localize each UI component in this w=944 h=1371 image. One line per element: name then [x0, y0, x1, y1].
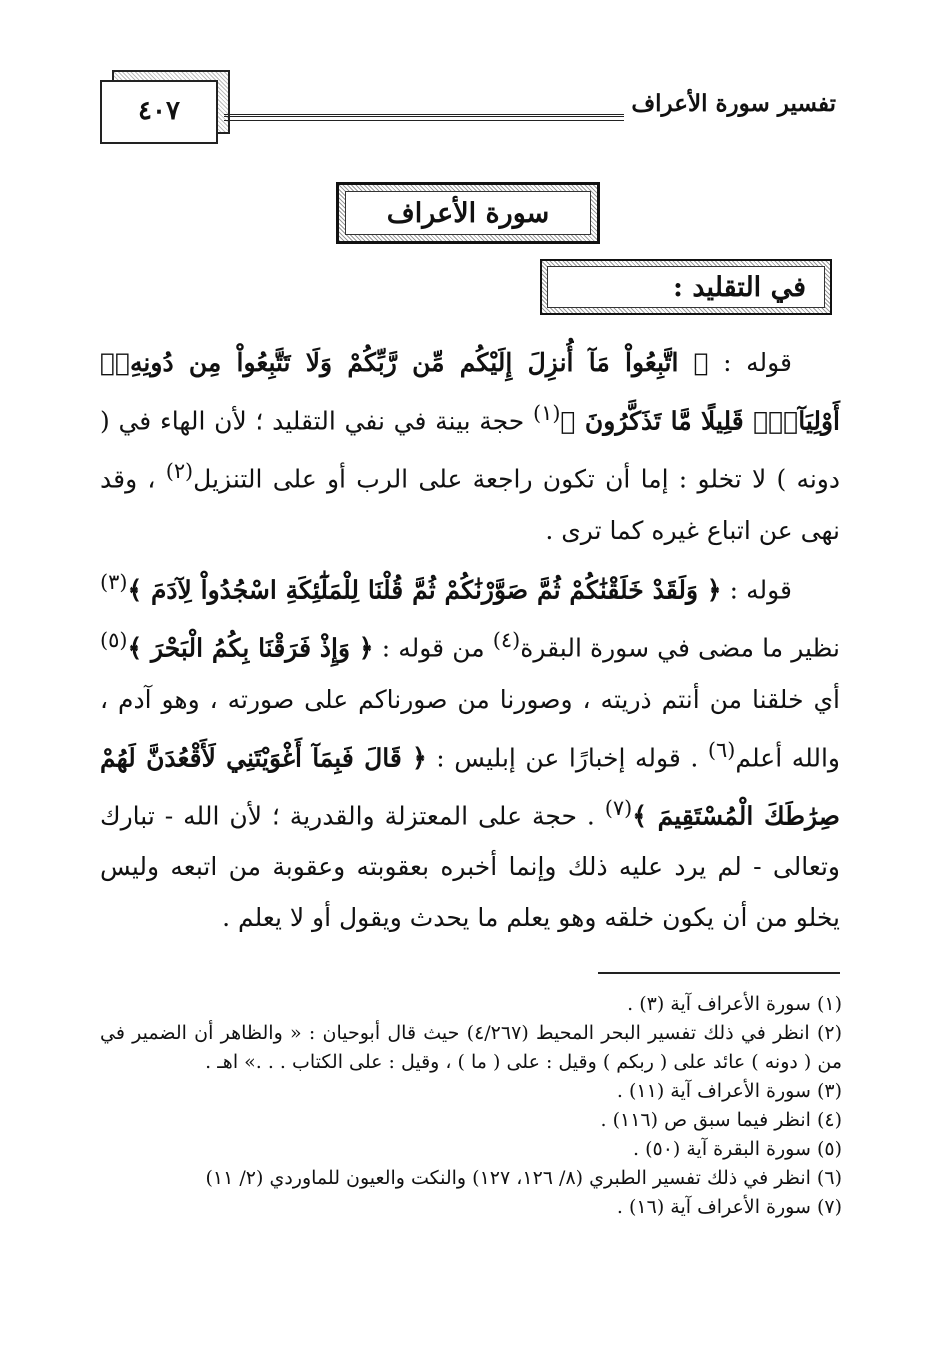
surah-title: سورة الأعراف: [345, 191, 591, 235]
lead-text: قوله :: [708, 348, 792, 377]
footnote-ref: (٦): [707, 737, 736, 762]
footnote-6: (٦) انظر في ذلك تفسير الطبري (٨/ ١٢٦، ١٢٧) والنكت والعيون للماوردي (٢/ ١١): [205, 1167, 842, 1189]
page-number: ٤٠٧: [138, 96, 180, 126]
footnotes: [100, 990, 842, 1222]
footnote-1: (١) سورة الأعراف آية (٣) .: [627, 993, 842, 1015]
body-text: من قوله :: [373, 633, 493, 663]
paragraph-2: [100, 557, 840, 943]
surah-title-box: [336, 182, 600, 244]
body-text: ، وقد نهى عن اتباع غيره كما ترى .: [100, 464, 840, 545]
body-text: . حجة على المعتزلة والقدرية ؛ لأن الله - تبارك وتعالى - لم يرد عليه ذلك وإنما أخبره بعقوبته وعقوبة من اتبعه وليس يخلو من أن يكون خلقه وهو يعلم ما يحدث ويقول أو لا يعلم .: [100, 801, 840, 933]
lead-text: قوله :: [721, 575, 792, 605]
body-text: . قوله إخبارًا عن إبليس :: [426, 742, 708, 772]
footnote-ref: (٤): [492, 628, 521, 653]
footnote-rule: [598, 972, 840, 974]
footnote-ref: (٢): [165, 459, 194, 484]
footnote-ref: (٣): [100, 570, 128, 594]
footnote-3: (٣) سورة الأعراف آية (١١) .: [616, 1080, 842, 1102]
body-text: نظير ما مضى في سورة البقرة: [520, 633, 841, 663]
quran-verse: ﴿ اتَّبِعُواْ مَآ أُنزِلَ إِلَيْكُم مِّن رَّبِّكُمْ وَلَا تَتَّبِعُواْ مِن دُونِهِۦٓ أَوْلِيَآءَۗ قَلِيلًا مَّا تَذَكَّرُونَ ﴾: [100, 348, 841, 436]
quran-verse: ﴿ وَلَقَدْ خَلَقْنَٰكُمْ ثُمَّ صَوَّرْنَٰكُمْ ثُمَّ قُلْنَا لِلْمَلَٰٓئِكَةِ اسْجُدُواْ لِآدَمَ ﴾: [127, 575, 722, 605]
footnote-2: (٢) انظر في ذلك تفسير البحر المحيط (٤/٢٦٧) حيث قال أبوحيان : « والظاهر أن الضمير في من ( دونه ) عائد على ( ربكم ) وقيل : على ( ما ) ، وقيل : على الكتاب . . .» اهـ .: [100, 1022, 843, 1073]
quran-verse: ﴿ وَإِذْ فَرَقْنَا بِكُمُ الْبَحْرَ ﴾: [127, 633, 374, 663]
footnote-ref: (١): [532, 401, 561, 425]
section-title-box: [540, 259, 832, 315]
footnote-5: (٥) سورة البقرة آية (٥٠) .: [632, 1138, 842, 1160]
body-text: حجة بينة في نفي التقليد ؛ لأن الهاء في ( دونه ) لا تخلو : إما أن تكون راجعة على الرب أو على التنزيل: [100, 406, 841, 494]
body-text: أي خلقنا من أنتم ذريته ، وصورنا من صورناكم على صورته ، وهو آدم ، والله أعلم: [100, 684, 841, 772]
running-title: تفسير سورة الأعراف: [631, 90, 836, 117]
header-rule: [224, 114, 624, 121]
quran-verse: ﴿ قَالَ فَبِمَآ أَغْوَيْتَنِي لَأَقْعُدَنَّ لَهُمْ صِرَٰطَكَ الْمُسْتَقِيمَ ﴾: [100, 742, 840, 831]
paragraph-1: [100, 337, 840, 556]
footnote-ref: (٥): [100, 628, 128, 653]
footnote-4: (٤) انظر فيما سبق ص (١١٦) .: [600, 1109, 842, 1131]
footnote-7: (٧) سورة الأعراف آية (١٦) .: [616, 1196, 842, 1218]
footnote-ref: (٧): [604, 795, 633, 820]
page-number-box: [100, 80, 218, 144]
section-title: في التقليد :: [547, 266, 825, 308]
